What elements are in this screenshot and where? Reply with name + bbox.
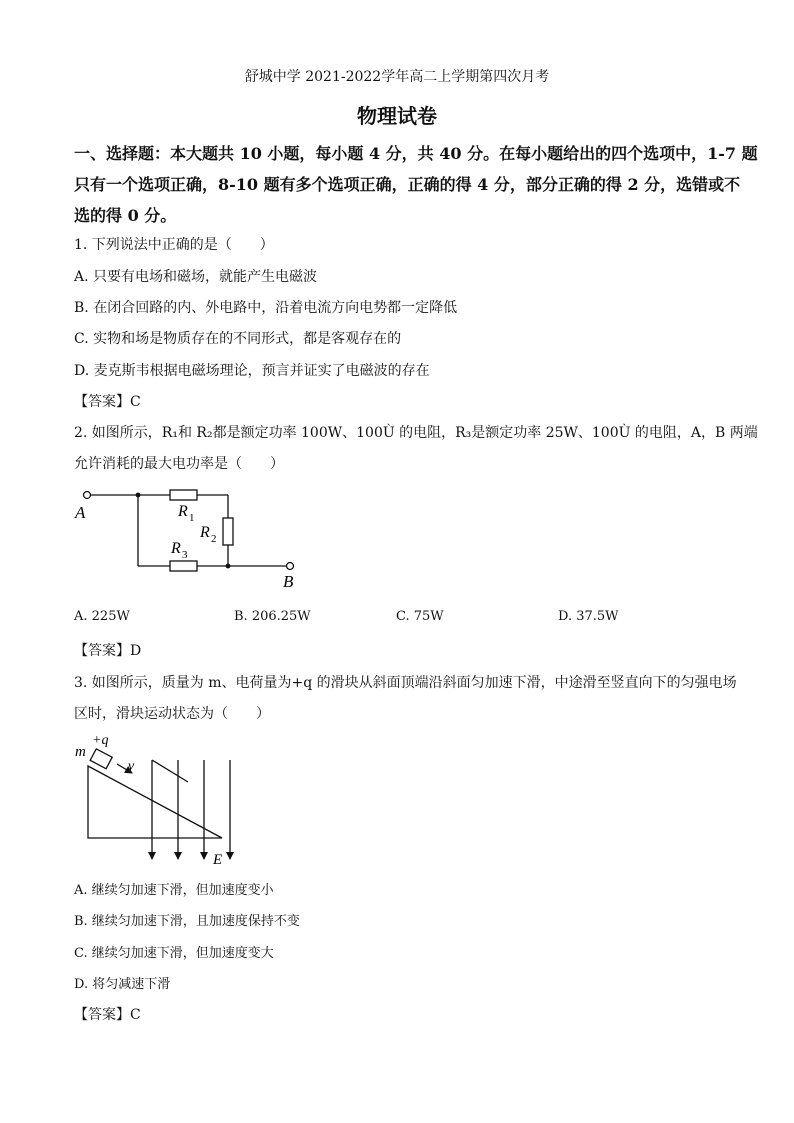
label-q: +q xyxy=(92,733,109,748)
q2-answer xyxy=(74,640,141,660)
q2-option-c: C. 75W xyxy=(396,609,444,624)
q1-answer-value: C xyxy=(130,394,141,410)
terminal-a xyxy=(84,492,91,499)
q3-option-b: B. 继续匀加速下滑，且加速度保持不变 xyxy=(74,914,300,929)
q3-answer-label: 【答案】 xyxy=(74,1007,130,1023)
q2-stem-line-2: 允许消耗的最大电功率是（ ） xyxy=(74,456,284,472)
q3-option-a: A. 继续匀加速下滑，但加速度变小 xyxy=(74,883,274,898)
q2-circuit-diagram xyxy=(70,482,310,594)
q1-answer xyxy=(74,391,141,411)
label-v: v xyxy=(128,759,135,774)
label-r1: R xyxy=(178,503,188,520)
exam-header: 舒城中学 2021-2022学年高二上学期第四次月考 xyxy=(244,69,550,85)
resistor-r3 xyxy=(170,561,197,571)
q2-option-d: D. 37.5W xyxy=(558,609,619,624)
q3-stem-line-2: 区时，滑块运动状态为（ ） xyxy=(74,706,270,722)
q2-option-a: A. 225W xyxy=(74,609,130,624)
section-instructions-line-3: 选的得 0 分。 xyxy=(74,206,177,225)
resistor-r1 xyxy=(170,490,197,500)
label-r2: R xyxy=(200,524,210,541)
q3-option-c: C. 继续匀加速下滑，但加速度变大 xyxy=(74,946,274,961)
section-instructions-line-2: 只有一个选项正确，8-10 题有多个选项正确，正确的得 4 分，部分正确的得 2 分，选错或不 xyxy=(74,175,741,194)
q3-answer xyxy=(74,1004,141,1024)
incline-ramp xyxy=(88,766,222,838)
q2-answer-label: 【答案】 xyxy=(74,643,130,659)
q3-answer-value: C xyxy=(130,1007,141,1023)
q2-option-b: B. 206.25W xyxy=(234,609,311,624)
label-a: A xyxy=(75,503,86,522)
q1-answer-label: 【答案】 xyxy=(74,394,130,410)
section-instructions-line-1: 一、选择题：本大题共 10 小题，每小题 4 分，共 40 分。在每小题给出的四个选项中，1-7 题 xyxy=(74,144,758,163)
label-e: E xyxy=(213,852,223,868)
resistor-r2 xyxy=(223,518,233,545)
label-r2-sub: 2 xyxy=(211,533,217,545)
field-line xyxy=(152,760,188,782)
page-title: 物理试卷 xyxy=(357,104,437,128)
q1-option-a: A. 只要有电场和磁场，就能产生电磁波 xyxy=(74,269,318,285)
q2-stem-line-1: 2. 如图所示，R₁和 R₂都是额定功率 100W、100Ù 的电阻，R₃是额定功率 25W、100Ù 的电阻，A，B 两端 xyxy=(74,425,758,441)
q1-option-b: B. 在闭合回路的内、外电路中，沿着电流方向电势都一定降低 xyxy=(74,300,458,316)
label-r1-sub: 1 xyxy=(189,512,195,524)
q3-option-d: D. 将匀减速下滑 xyxy=(74,977,171,992)
junction-dot xyxy=(136,493,141,498)
slider-block xyxy=(90,749,112,769)
junction-dot xyxy=(226,564,231,569)
terminal-b xyxy=(287,563,294,570)
q3-incline-diagram xyxy=(70,728,250,870)
label-r3: R xyxy=(171,540,181,557)
label-m: m xyxy=(75,744,86,760)
q1-option-d: D. 麦克斯韦根据电磁场理论，预言并证实了电磁波的存在 xyxy=(74,363,430,379)
q3-stem-line-1: 3. 如图所示，质量为 m、电荷量为+q 的滑块从斜面顶端沿斜面匀加速下滑，中途滑至竖直向下的匀强电场 xyxy=(74,675,737,691)
q2-answer-value: D xyxy=(130,643,142,659)
q1-option-c: C. 实物和场是物质存在的不同形式，都是客观存在的 xyxy=(74,331,402,347)
label-b: B xyxy=(283,572,294,591)
label-r3-sub: 3 xyxy=(182,549,188,561)
q1-stem: 1. 下列说法中正确的是（ ） xyxy=(74,237,274,253)
